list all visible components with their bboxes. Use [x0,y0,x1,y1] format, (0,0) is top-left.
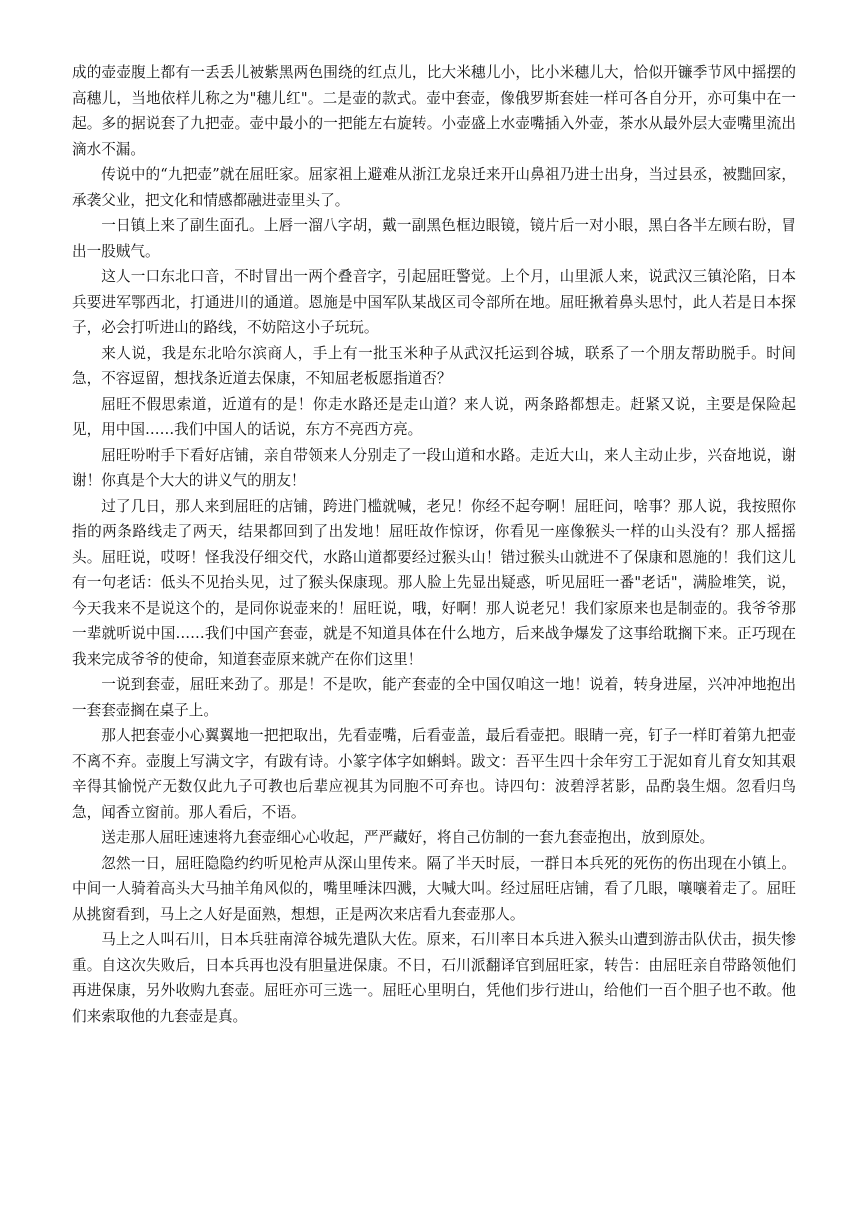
document-page [72,60,796,1029]
paragraph: 一日镇上来了副生面孔。上唇一溜八字胡，戴一副黑色框边眼镜，镜片后一对小眼，黑白各半左顾右盼，冒出一股贼气。 [72,217,796,260]
paragraph: 马上之人叫石川，日本兵驻南漳谷城先遣队大佐。原来，石川率日本兵进入猴头山遭到游击队伏击，损失惨重。自这次失败后，日本兵再也没有胆量进保康。不日，石川派翻译官到屈旺家，转告：由屈旺亲自带路领他们再进保康，另外收购九套壶。屈旺亦可三选一。屈旺心里明白，凭他们步行进山，给他们一百个胆子也不敢。他们来索取他的九套壶是真。 [72,931,796,1025]
paragraph-continuation: 成的壶壶腹上都有一丢丢儿被紫黑两色围绕的红点儿，比大米穗儿小，比小米穗儿大，恰似开镰季节风中摇摆的高穗儿，当地依样儿称之为"穗儿红"。二是壶的款式。壶中套壶，像俄罗斯套娃一样可各自分开，亦可集中在一起。多的据说套了九把壶。壶中最小的一把能左右旋转。小壶盛上水壶嘴插入外壶，茶水从最外层大壶嘴里流出滴水不漏。 [72,64,796,158]
paragraph: 忽然一日，屈旺隐隐约约听见枪声从深山里传来。隔了半天时辰，一群日本兵死的死伤的伤出现在小镇上。中间一人骑着高头大马抽羊角风似的，嘴里唾沫四溅，大喊大叫。经过屈旺店铺，看了几眼，嚷嚷着走了。屈旺从挑窗看到，马上之人好是面熟，想想，正是两次来店看九套壶那人。 [72,854,796,923]
paragraph: 传说中的“九把壶”就在屈旺家。屈家祖上避难从浙江龙泉迁来开山鼻祖乃进士出身，当过县丞，被黜回家，承袭父业，把文化和情感都融进壶里头了。 [72,166,796,209]
paragraph: 那人把套壶小心翼翼地一把把取出，先看壶嘴，后看壶盖，最后看壶把。眼睛一亮，钉子一样盯着第九把壶不离不弃。壶腹上写满文字，有跋有诗。小篆字体字如蝌蚪。跋文：吾平生四十余年穷工于泥如育儿育女知其艰辛得其愉悦产无数仅此九子可教也后辈应视其为同胞不可弃也。诗四句：波碧浮茗影，品酌袅生烟。忽看归鸟急，闻香立窗前。那人看后，不语。 [72,727,796,821]
paragraph: 屈旺不假思索道，近道有的是！你走水路还是走山道？来人说，两条路都想走。赶紧又说，主要是保险起见，用中国……我们中国人的话说，东方不亮西方亮。 [72,395,796,438]
paragraph: 过了几日，那人来到屈旺的店铺，跨进门槛就喊，老兄！你经不起夸啊！屈旺问，啥事？那人说，我按照你指的两条路线走了两天，结果都回到了出发地！屈旺故作惊讶，你看见一座像猴头一样的山头没有？那人摇摇头。屈旺说，哎呀！怪我没仔细交代，水路山道都要经过猴头山！错过猴头山就进不了保康和恩施的！我们这儿有一句老话：低头不见抬头见，过了猴头保康现。那人脸上先显出疑惑，听见屈旺一番"老话"，满脸堆笑，说，今天我来不是说这个的，是同你说壶来的！屈旺说，哦，好啊！那人说老兄！我们家原来也是制壶的。我爷爷那一辈就听说中国……我们中国产套壶，就是不知道具体在什么地方，后来战争爆发了这事给耽搁下来。正巧现在我来完成爷爷的使命，知道套壶原来就产在你们这里！ [72,497,796,668]
paragraph: 来人说，我是东北哈尔滨商人，手上有一批玉米种子从武汉托运到谷城，联系了一个朋友帮助脱手。时间急，不容逗留，想找条近道去保康，不知屈老板愿指道否？ [72,344,796,387]
paragraph: 这人一口东北口音，不时冒出一两个叠音字，引起屈旺警觉。上个月，山里派人来，说武汉三镇沦陷，日本兵要进军鄂西北，打通进川的通道。恩施是中国军队某战区司令部所在地。屈旺揪着鼻头思忖，此人若是日本探子，必会打听进山的路线，不妨陪这小子玩玩。 [72,268,796,336]
paragraph: 送走那人屈旺速速将九套壶细心心收起，严严藏好，将自己仿制的一套九套壶抱出，放到原处。 [101,829,715,846]
paragraph: 一说到套壶，屈旺来劲了。那是！不是吹，能产套壶的全中国仅咱这一地！说着，转身进屋，兴冲冲地抱出一套套壶搁在桌子上。 [72,676,796,719]
paragraph: 屈旺吩咐手下看好店铺，亲自带领来人分别走了一段山道和水路。走近大山，来人主动止步，兴奋地说，谢谢！你真是个大大的讲义气的朋友！ [72,446,796,489]
